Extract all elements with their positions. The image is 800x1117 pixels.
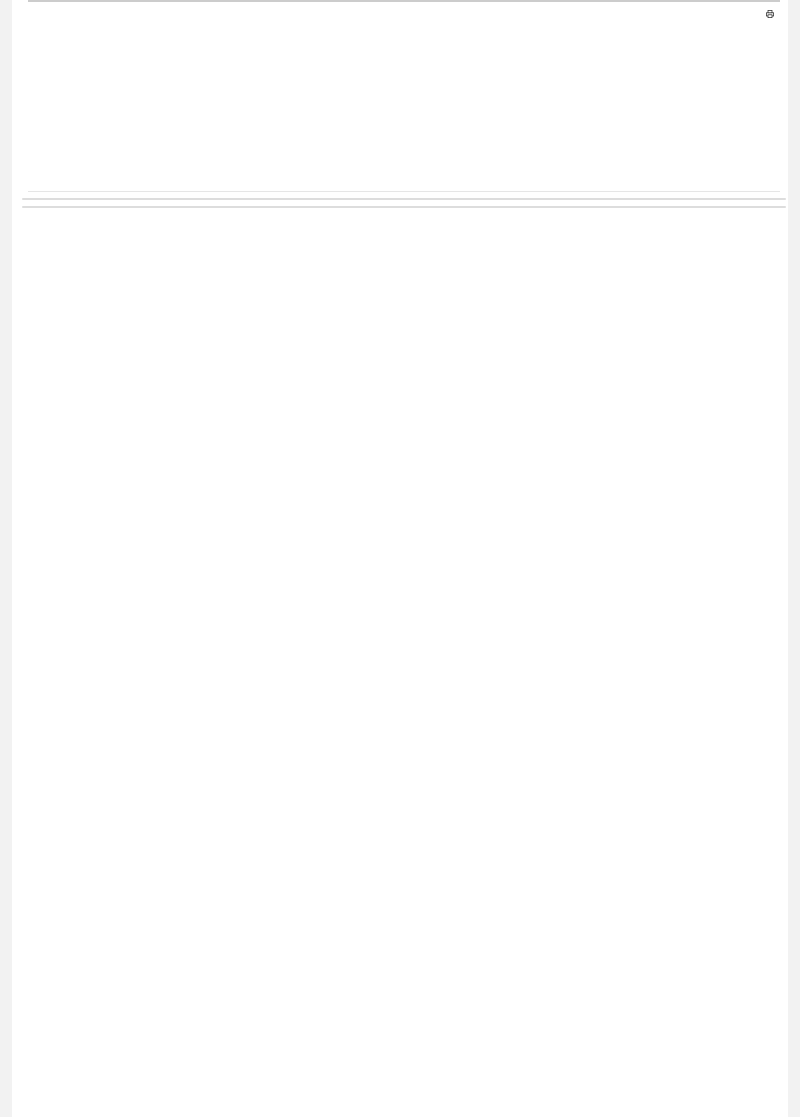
window-sticker-page (12, 0, 788, 1117)
print-button[interactable] (766, 10, 778, 18)
totals-divider (28, 0, 780, 2)
options-table (28, 170, 780, 214)
table-header (28, 170, 780, 192)
package-premium (22, 198, 786, 200)
package-assistance (22, 206, 786, 208)
printer-icon (766, 10, 774, 18)
